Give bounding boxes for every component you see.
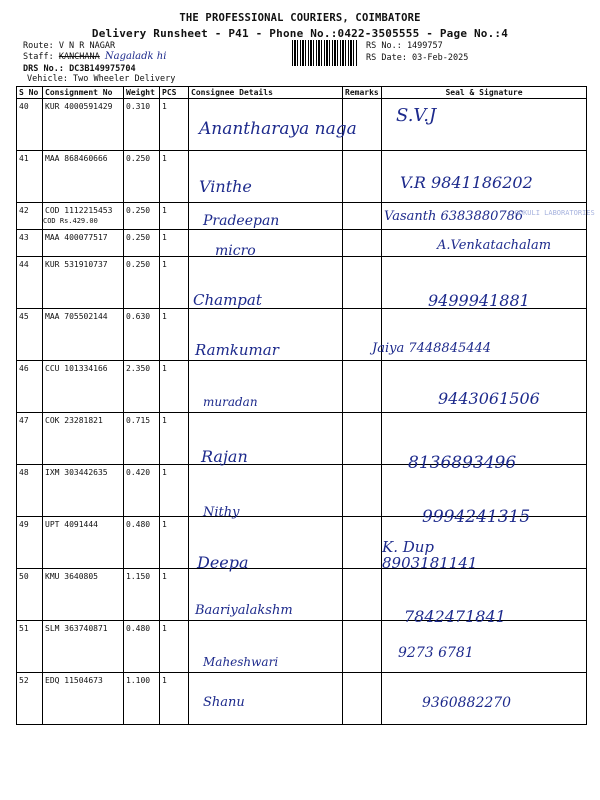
seal-stamp: ...GOKULI LABORATORIES bbox=[502, 209, 595, 217]
pcs: 1 bbox=[160, 413, 189, 465]
table-row bbox=[17, 99, 587, 151]
pcs: 1 bbox=[160, 257, 189, 309]
remarks bbox=[343, 230, 382, 257]
runsheet-table bbox=[16, 86, 595, 725]
signature-handwritten: A.Venkatachalam bbox=[437, 238, 552, 253]
consignment-no: CCU 101334166 bbox=[43, 361, 124, 413]
remarks bbox=[343, 203, 382, 230]
signature-handwritten: Jaiya 7448845444 bbox=[372, 341, 492, 356]
col-consignment: Consignment No bbox=[43, 87, 124, 99]
consignee-handwritten: Vinthe bbox=[199, 177, 252, 196]
table-row bbox=[17, 230, 587, 257]
consignee-handwritten: Anantharaya naga bbox=[199, 119, 357, 139]
signature-handwritten-extra: 9360882270 bbox=[422, 695, 512, 711]
pcs: 1 bbox=[160, 465, 189, 517]
consignment-no: MAA 868460666 bbox=[43, 151, 124, 203]
consignment-no: UPT 4091444 bbox=[43, 517, 124, 569]
consignee-handwritten: Maheshwari bbox=[203, 655, 279, 669]
signature-handwritten: 9994241315 bbox=[422, 507, 531, 527]
sno: 41 bbox=[17, 151, 43, 203]
col-sno: S No bbox=[17, 87, 43, 99]
table-row bbox=[17, 151, 587, 203]
pcs: 1 bbox=[160, 99, 189, 151]
consignee-handwritten: Baariyalakshm bbox=[195, 603, 293, 618]
consignment-no: SLM 363740871 bbox=[43, 621, 124, 673]
weight: 0.250 bbox=[124, 151, 160, 203]
runsheet-title: Delivery Runsheet - P41 - Phone No.:0422-3505555 - Page No.:4 bbox=[91, 27, 509, 40]
consignment-no: MAA 705502144 bbox=[43, 309, 124, 361]
weight: 0.310 bbox=[124, 99, 160, 151]
route-text: Route: V N R NAGAR bbox=[23, 41, 116, 51]
rs-date: RS Date: 03-Feb-2025 bbox=[366, 53, 469, 63]
table-row bbox=[17, 517, 587, 569]
pcs: 1 bbox=[160, 517, 189, 569]
sno: 44 bbox=[17, 257, 43, 309]
consignee-handwritten: Nithy bbox=[203, 505, 240, 520]
remarks bbox=[343, 257, 382, 309]
weight: 0.250 bbox=[124, 230, 160, 257]
pcs: 1 bbox=[160, 151, 189, 203]
col-remarks: Remarks bbox=[343, 87, 382, 99]
table-row bbox=[17, 203, 587, 230]
consignee-handwritten: Ramkumar bbox=[195, 341, 279, 359]
pcs: 1 bbox=[160, 673, 189, 725]
consignment-no: COK 23281821 bbox=[43, 413, 124, 465]
staff-name: KANCHANA bbox=[58, 52, 100, 62]
pcs: 1 bbox=[160, 230, 189, 257]
sno: 52 bbox=[17, 673, 43, 725]
weight: 1.150 bbox=[124, 569, 160, 621]
sno: 47 bbox=[17, 413, 43, 465]
signature-handwritten: 9499941881 bbox=[428, 291, 530, 310]
staff-label: Staff: bbox=[23, 52, 59, 62]
signature-handwritten: 7842471841 bbox=[404, 607, 506, 626]
sno: 48 bbox=[17, 465, 43, 517]
sno: 49 bbox=[17, 517, 43, 569]
remarks bbox=[343, 517, 382, 569]
staff-line bbox=[23, 52, 166, 62]
remarks bbox=[343, 621, 382, 673]
signature-handwritten: 9443061506 bbox=[438, 389, 540, 408]
consignee-handwritten: muradan bbox=[203, 395, 258, 409]
sno: 40 bbox=[17, 99, 43, 151]
weight: 0.630 bbox=[124, 309, 160, 361]
drs-line: DRS No.: DC3B149975704 bbox=[23, 64, 136, 74]
col-weight: Weight bbox=[124, 87, 160, 99]
weight: 0.420 bbox=[124, 465, 160, 517]
pcs: 1 bbox=[160, 309, 189, 361]
weight: 0.480 bbox=[124, 517, 160, 569]
sno: 50 bbox=[17, 569, 43, 621]
sno: 45 bbox=[17, 309, 43, 361]
consignment-no: COD 1112215453 bbox=[45, 206, 113, 215]
col-pcs: PCS bbox=[160, 87, 189, 99]
sno: 43 bbox=[17, 230, 43, 257]
pcs: 1 bbox=[160, 203, 189, 230]
pcs: 1 bbox=[160, 621, 189, 673]
consignment-no: KMU 3640805 bbox=[43, 569, 124, 621]
consignment-no: KUR 4000591429 bbox=[43, 99, 124, 151]
table-row bbox=[17, 621, 587, 673]
remarks bbox=[343, 99, 382, 151]
consignment-no: KUR 531910737 bbox=[43, 257, 124, 309]
sno: 42 bbox=[17, 203, 43, 230]
consignment-no: IXM 303442635 bbox=[43, 465, 124, 517]
weight: 0.715 bbox=[124, 413, 160, 465]
weight: 2.350 bbox=[124, 361, 160, 413]
remarks bbox=[343, 673, 382, 725]
sno: 51 bbox=[17, 621, 43, 673]
weight: 0.480 bbox=[124, 621, 160, 673]
consignee-handwritten: micro bbox=[215, 243, 256, 259]
company-title: THE PROFESSIONAL COURIERS, COIMBATORE bbox=[179, 12, 421, 24]
consignee-handwritten: Champat bbox=[193, 291, 262, 309]
staff-handwritten: Nagaladk hi bbox=[104, 51, 167, 62]
consignee-handwritten: Deepa bbox=[197, 553, 249, 572]
remarks bbox=[343, 361, 382, 413]
pcs: 1 bbox=[160, 361, 189, 413]
consignment-no: EDQ 11504673 bbox=[43, 673, 124, 725]
consignee-handwritten-extra: Shanu bbox=[203, 695, 245, 710]
weight: 0.250 bbox=[124, 203, 160, 230]
signature-handwritten: V.R 9841186202 bbox=[400, 173, 533, 192]
consignee-handwritten: Pradeepan bbox=[203, 213, 280, 229]
rs-number: RS No.: 1499757 bbox=[366, 41, 443, 51]
col-signature: Seal & Signature bbox=[382, 87, 587, 99]
drs-number: DC3B149975704 bbox=[69, 64, 136, 74]
remarks bbox=[343, 413, 382, 465]
signature-handwritten: 8136893496 bbox=[408, 453, 517, 473]
consignee-handwritten bbox=[189, 230, 343, 257]
consignment-no: MAA 400077517 bbox=[43, 230, 124, 257]
table-row bbox=[17, 309, 587, 361]
pcs: 1 bbox=[160, 569, 189, 621]
signature-handwritten: S.V.J bbox=[396, 105, 437, 126]
remarks bbox=[343, 465, 382, 517]
signature-handwritten: Vasanth 6383880786 bbox=[384, 209, 524, 224]
remarks bbox=[343, 151, 382, 203]
signature-handwritten: K. Dup 8903181141 bbox=[382, 538, 478, 572]
table-row bbox=[17, 673, 587, 725]
weight: 1.100 bbox=[124, 673, 160, 725]
table-header-row bbox=[17, 87, 587, 99]
vehicle-text: Vehicle: Two Wheeler Delivery bbox=[27, 74, 176, 84]
sno: 46 bbox=[17, 361, 43, 413]
signature-handwritten: 9273 6781 bbox=[398, 645, 474, 661]
remarks bbox=[343, 569, 382, 621]
consignee-handwritten: Rajan bbox=[201, 447, 248, 466]
col-consignee: Consignee Details bbox=[189, 87, 343, 99]
barcode bbox=[292, 40, 358, 66]
weight: 0.250 bbox=[124, 257, 160, 309]
cod-amount: COD Rs.429.00 bbox=[43, 217, 98, 225]
